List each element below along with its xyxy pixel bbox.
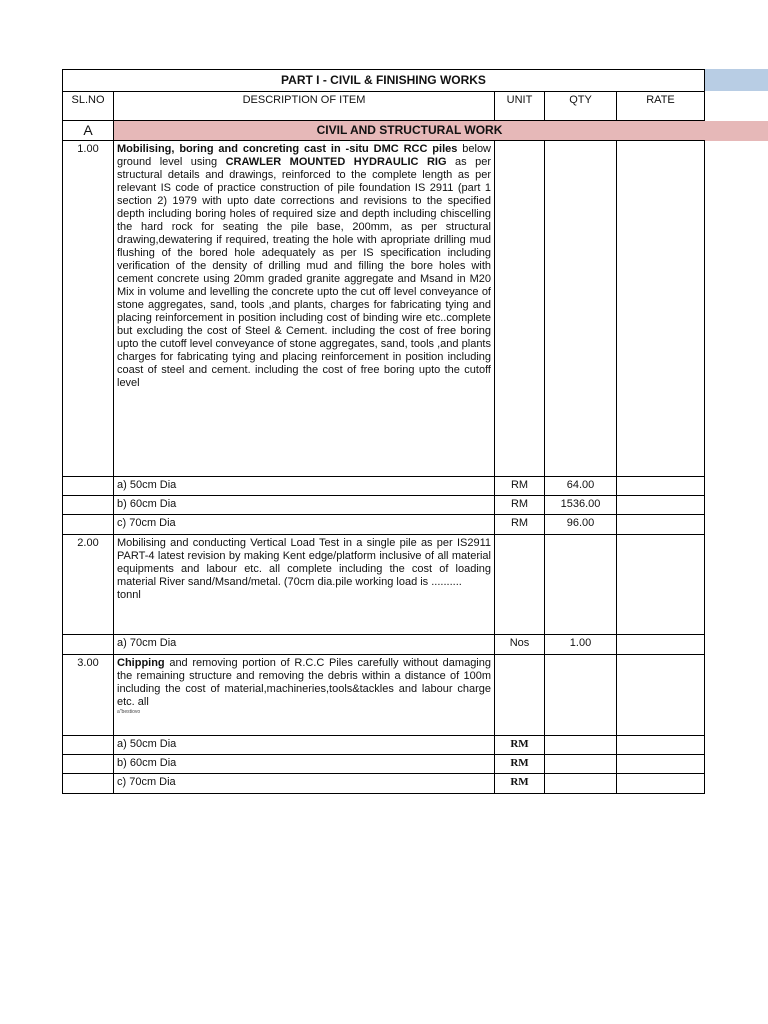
section-row — [62, 121, 768, 141]
sub-sl-no — [62, 477, 114, 496]
item-unit — [495, 141, 545, 477]
header-unit: UNIT — [495, 92, 545, 121]
table-row — [62, 635, 768, 655]
item-desc-text: and removing portion of R.C.C Piles carefully without damaging the remaining structure and removing the debris within a distance of 100m including the cost of material,machineries,tools&tackles and labour charge etc. all — [117, 657, 491, 708]
sub-item-rate — [617, 774, 705, 794]
section-letter: A — [62, 121, 114, 141]
sub-item-label: a) 70cm Dia — [114, 635, 495, 655]
sub-item-label: c) 70cm Dia — [114, 774, 495, 794]
header-rate: RATE — [617, 92, 705, 121]
item-desc-text: Mobilising and conducting Vertical Load Test in a single pile as per IS2911 PART-4 latest revision by making Kent edge/platform inclusive of all material equipments and labour etc. all complete including the cost of loading material River sand/Msand/metal. (70cm dia.pile working load is .......... — [117, 537, 491, 588]
item-desc-text: below ground level using — [117, 143, 492, 168]
sub-item-qty — [545, 755, 617, 774]
sub-item-unit: RM — [495, 774, 545, 794]
table-row — [62, 515, 768, 535]
sub-sl-no — [62, 515, 114, 535]
table-row — [62, 655, 768, 736]
sub-item-label: a) 50cm Dia — [114, 477, 495, 496]
sub-sl-no — [62, 496, 114, 515]
sub-item-unit: RM — [495, 477, 545, 496]
header-description: DESCRIPTION OF ITEM — [114, 92, 495, 121]
item-rate — [617, 141, 705, 477]
item-description — [114, 141, 495, 477]
title-row — [62, 69, 768, 92]
item-desc-text: as per structural details and drawings, reinforced to the complete length as per relevant IS code of practice construction of pile foundation IS 2911 (part 1 section 2) 1979 with upto date corrections and revisions to the specified depth including boring holes of required size and depth including chiscelling the hard rock for seating the pile base, 200mm, as per structural drawing,dewatering if required, treating the hole with apropriate drilling mud flushing of the bored hole adequately as per IS specification including verification of the density of drilling mud and filling the bore holes with cement concrete using 20mm graded granite aggregate and Msand in M20 Mix in volume and levelling the concrete upto the cut off level conveyance of stone aggregates, sand, tools ,and plants, charges for fabricating tying and placing reinforcement in position including cost of binding wire etc..complete but excluding the cost of Steel & Cement. including the cost of free boring upto the cutoff level conveyance of stone aggregates, sand, tools ,and plants charges for fabricating tying and placing reinforcement in position including coast of steel and cement. including the cost of free boring upto the cutoff level — [117, 156, 491, 389]
sub-sl-no — [62, 755, 114, 774]
column-header-row — [62, 92, 768, 121]
sub-item-qty: 1.00 — [545, 635, 617, 655]
sub-sl-no — [62, 736, 114, 755]
item-sl-no: 3.00 — [62, 655, 114, 736]
sub-item-rate — [617, 635, 705, 655]
table-row — [62, 477, 768, 496]
sub-item-rate — [617, 755, 705, 774]
sub-item-qty: 1536.00 — [545, 496, 617, 515]
item-description — [114, 535, 495, 635]
sub-item-rate — [617, 736, 705, 755]
sheet-title: PART I - CIVIL & FINISHING WORKS — [62, 69, 705, 92]
sub-item-qty: 64.00 — [545, 477, 617, 496]
title-band — [705, 69, 768, 91]
header-qty: QTY — [545, 92, 617, 121]
sub-item-qty — [545, 774, 617, 794]
sub-item-rate — [617, 515, 705, 535]
item-desc-tiny: a"bestiovo — [117, 709, 141, 715]
section-title: CIVIL AND STRUCTURAL WORK — [114, 121, 705, 141]
sub-item-label: b) 60cm Dia — [114, 755, 495, 774]
item-unit — [495, 535, 545, 635]
item-desc-tail: tonnl — [117, 589, 141, 601]
item-desc-bold: Chipping — [117, 657, 165, 669]
item-desc-bold: CRAWLER MOUNTED HYDRAULIC RIG — [225, 156, 447, 168]
section-band — [705, 121, 768, 141]
sub-item-qty: 96.00 — [545, 515, 617, 535]
sub-item-unit: RM — [495, 755, 545, 774]
sub-item-rate — [617, 496, 705, 515]
sub-item-unit: RM — [495, 736, 545, 755]
table-row — [62, 774, 768, 794]
sub-item-unit: Nos — [495, 635, 545, 655]
table-row — [62, 535, 768, 635]
sub-item-qty — [545, 736, 617, 755]
item-rate — [617, 655, 705, 736]
table-row — [62, 755, 768, 774]
sub-sl-no — [62, 635, 114, 655]
item-unit — [495, 655, 545, 736]
item-qty — [545, 535, 617, 635]
item-sl-no: 2.00 — [62, 535, 114, 635]
sub-item-label: c) 70cm Dia — [114, 515, 495, 535]
sub-item-label: b) 60cm Dia — [114, 496, 495, 515]
table-row — [62, 496, 768, 515]
table-row — [62, 736, 768, 755]
item-rate — [617, 535, 705, 635]
sub-item-rate — [617, 477, 705, 496]
item-qty — [545, 141, 617, 477]
sub-item-label: a) 50cm Dia — [114, 736, 495, 755]
sub-item-unit: RM — [495, 515, 545, 535]
item-description — [114, 655, 495, 736]
sub-sl-no — [62, 774, 114, 794]
item-qty — [545, 655, 617, 736]
item-desc-bold: Mobilising, boring and concreting cast in -situ DMC RCC piles — [117, 143, 458, 155]
item-sl-no: 1.00 — [62, 141, 114, 477]
sub-item-unit: RM — [495, 496, 545, 515]
header-sl-no: SL.NO — [62, 92, 114, 121]
boq-sheet — [62, 69, 768, 794]
table-row — [62, 141, 768, 477]
